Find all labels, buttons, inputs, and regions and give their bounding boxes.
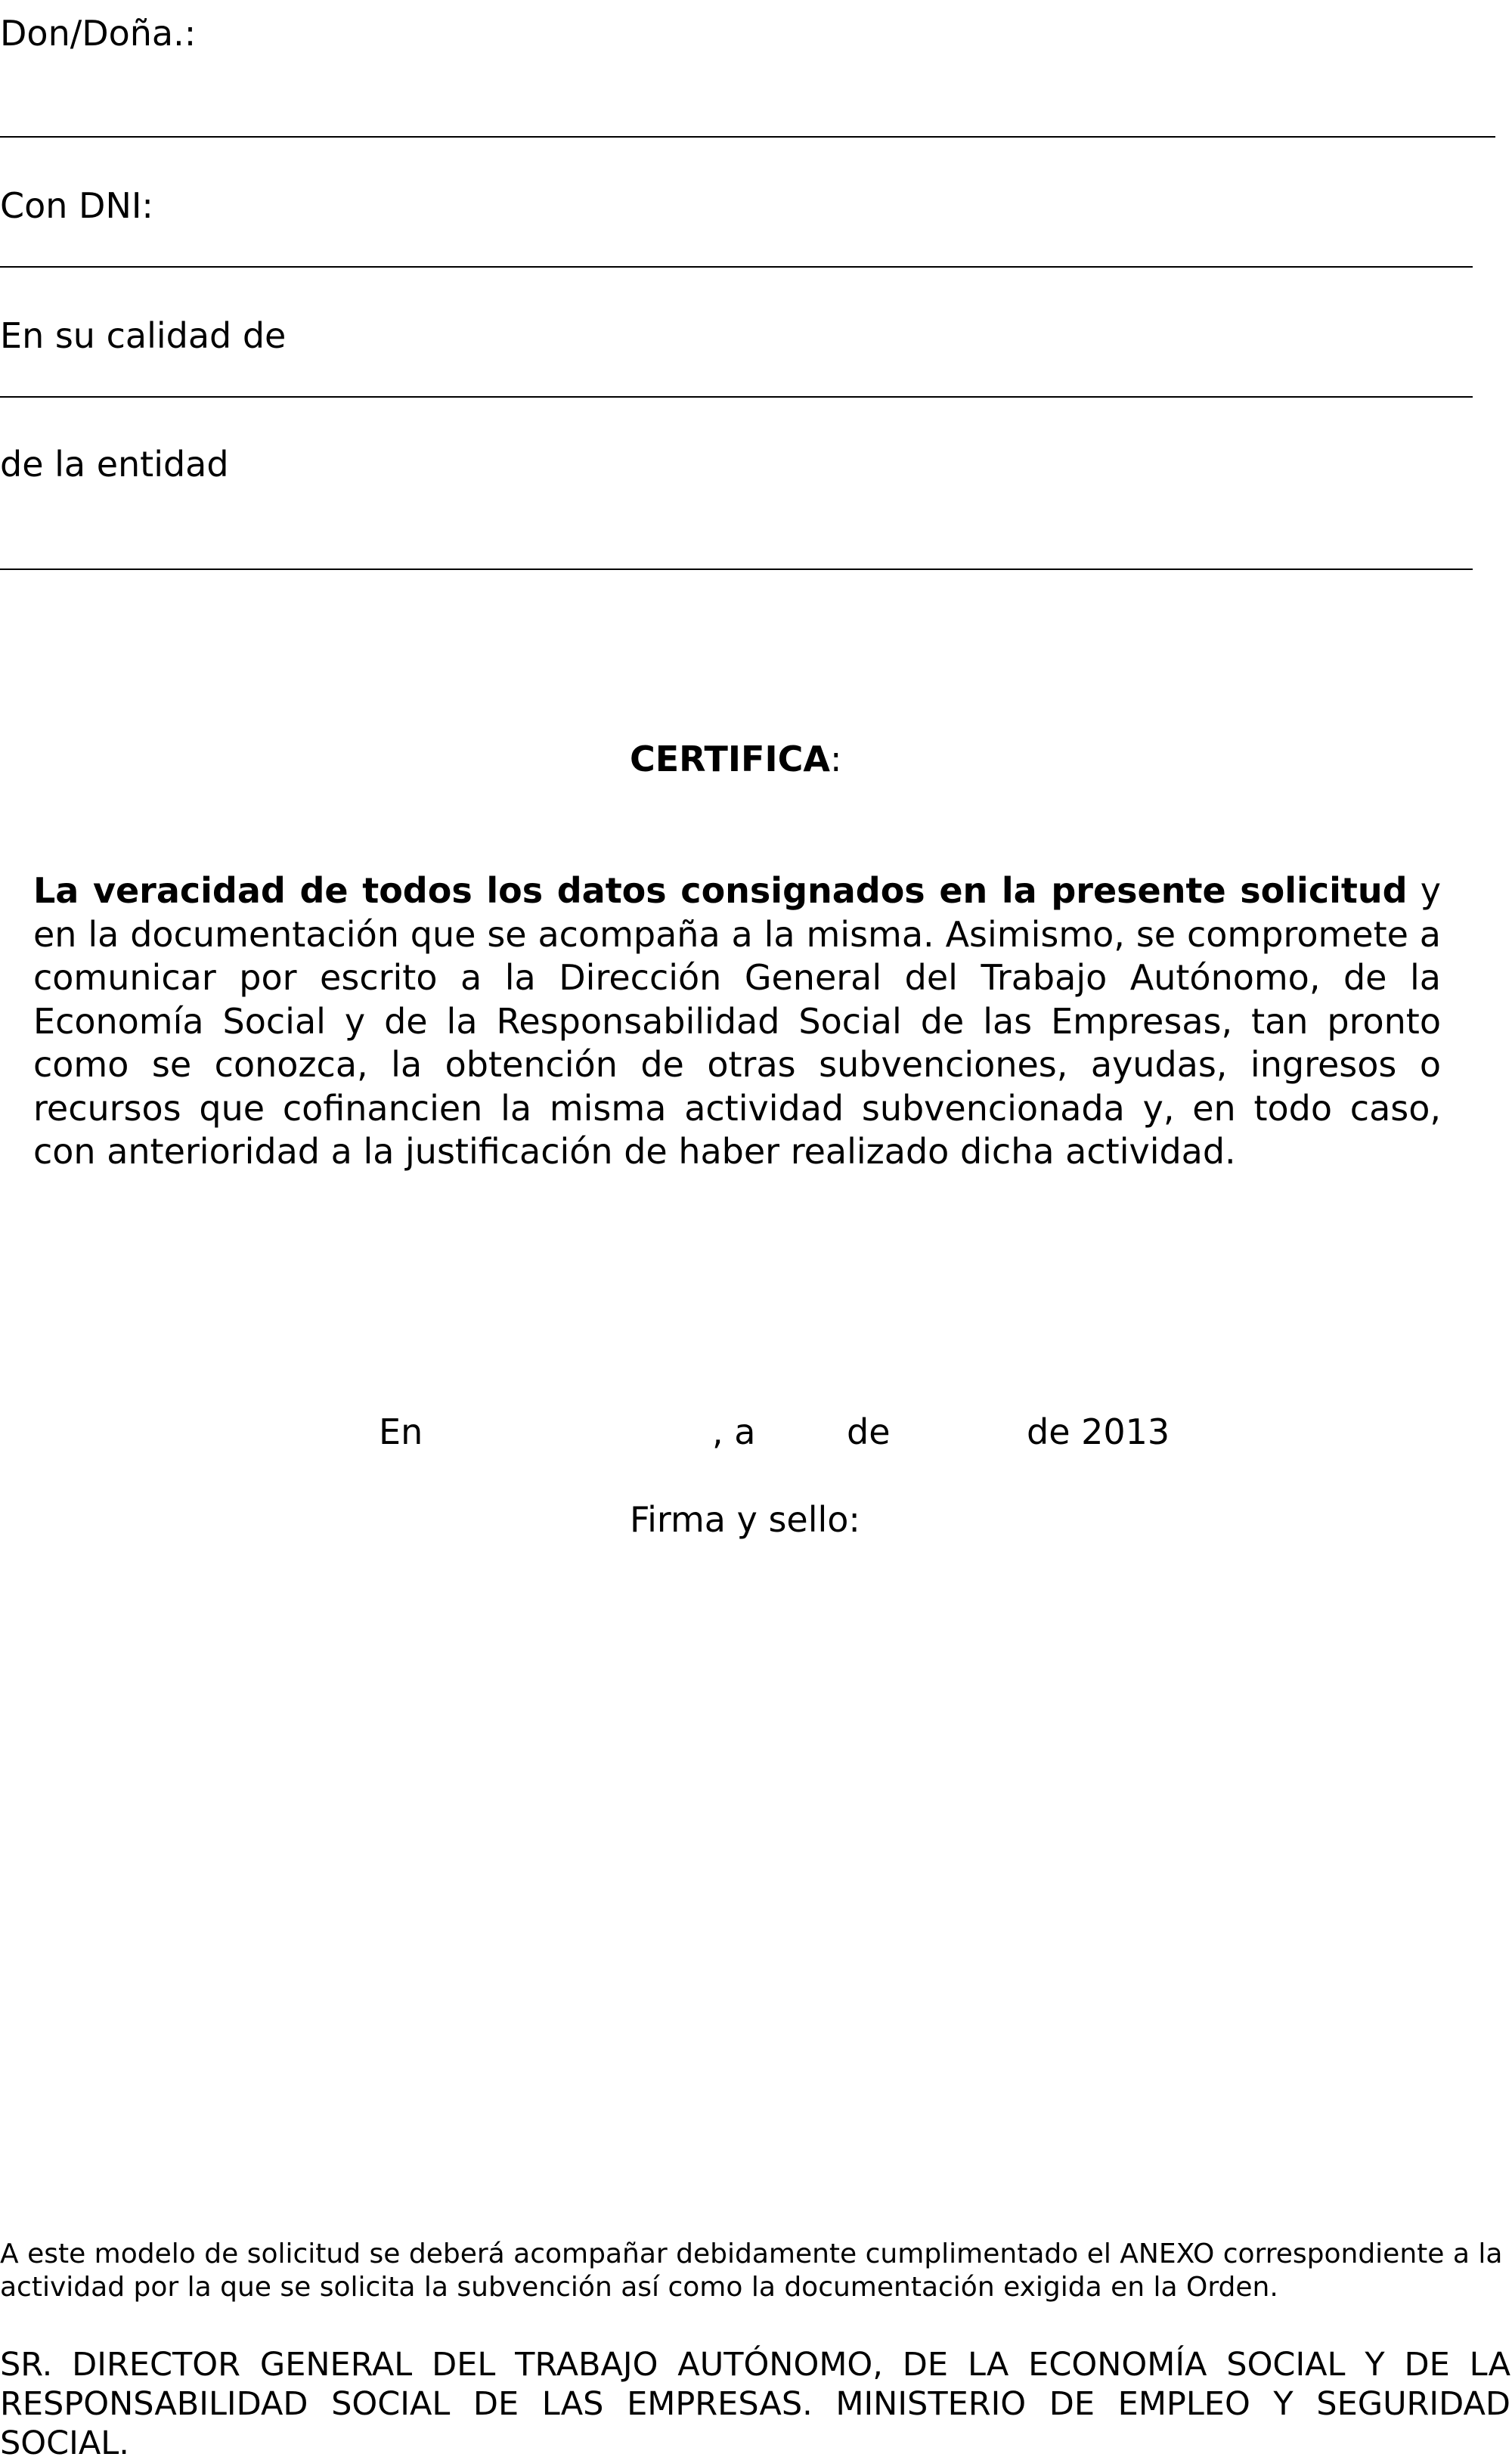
certifica-colon: :: [829, 739, 842, 779]
dni-line: [0, 266, 1473, 268]
footnote-text: A este modelo de solicitud se deberá acompañar debidamente cumplimentado el ANEXO correspondiente a la actividad por la que se solicita la subvención así como la documentación exigida en la Orden.: [0, 2238, 1503, 2303]
statement-bold-lead: La veracidad de todos los datos consignados en la presente solicitud: [33, 870, 1408, 911]
entidad-line: [0, 569, 1473, 570]
calidad-line: [0, 396, 1473, 398]
dni-label: Con DNI:: [0, 185, 153, 226]
date-en: En: [379, 1411, 423, 1452]
certifica-title: [630, 738, 841, 780]
don-dona-line: [0, 136, 1495, 138]
date-year: de 2013: [1027, 1411, 1170, 1452]
date-de-month: de: [847, 1411, 891, 1452]
addressee-text: SR. DIRECTOR GENERAL DEL TRABAJO AUTÓNOMO, DE LA ECONOMÍA SOCIAL Y DE LA RESPONSABILIDAD SOCIAL DE LAS EMPRESAS. MINISTERIO DE EMPLEO Y SEGURIDAD SOCIAL.: [0, 2346, 1510, 2462]
signature-label: Firma y sello:: [630, 1499, 860, 1540]
statement-body: y en la documentación que se acompaña a la misma. Asimismo, se compromete a comunicar por escrito a la Dirección General del Trabajo Autónomo, de la Economía Social y de la Responsabilidad Social de las Empresas, tan pronto como se conozca, la obtención de otras subvenciones, ayudas, ingresos o recursos que cofinancien la misma actividad subvencionada y, en todo caso, con anterioridad a la justificación de haber realizado dicha actividad.: [33, 870, 1441, 1172]
date-a: , a: [712, 1411, 756, 1452]
certification-statement: [33, 869, 1441, 1174]
don-dona-label: Don/Doña.:: [0, 13, 197, 54]
entidad-label: de la entidad: [0, 444, 229, 485]
calidad-label: En su calidad de: [0, 315, 287, 356]
certifica-word: CERTIFICA: [630, 739, 830, 779]
